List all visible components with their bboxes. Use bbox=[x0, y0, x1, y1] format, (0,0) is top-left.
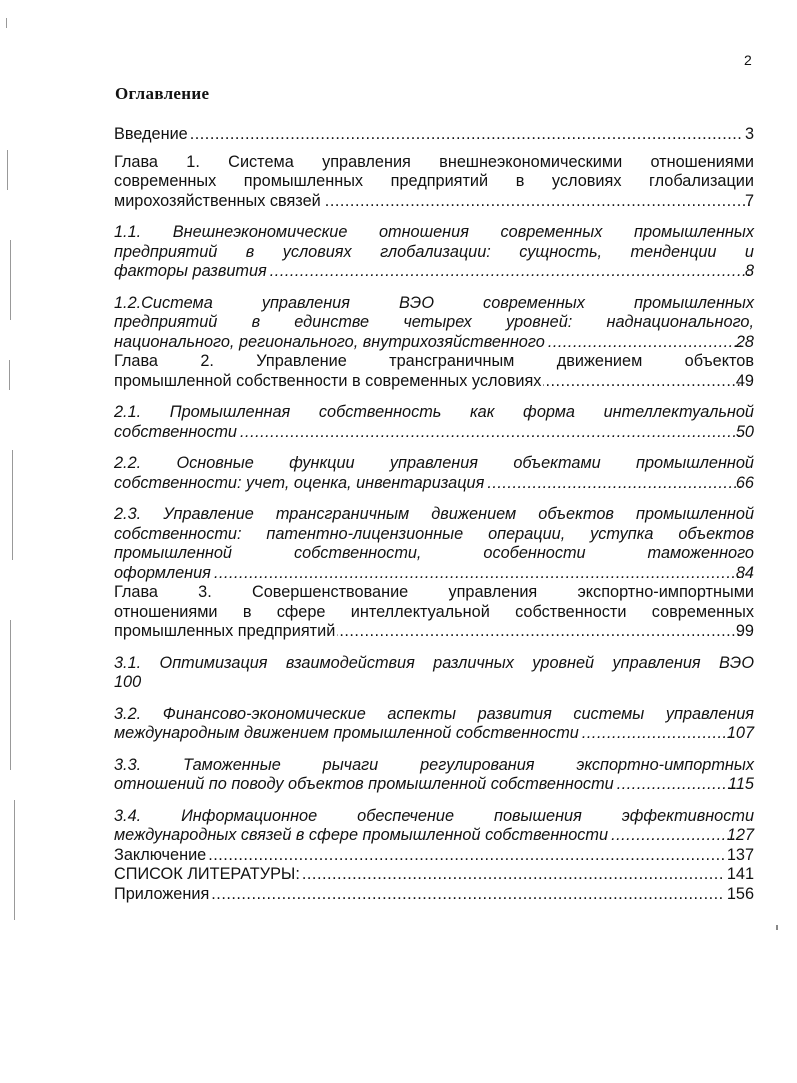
toc-entry[interactable] bbox=[114, 505, 754, 583]
toc-spacer bbox=[114, 145, 754, 153]
toc-page-number: 3 bbox=[744, 125, 754, 143]
toc-page-number: 84 bbox=[735, 563, 754, 582]
toc-entry-line: предприятий в единстве четырех уровней: наднационального, bbox=[114, 313, 754, 331]
toc-page-number: 49 bbox=[735, 371, 754, 390]
dot-leader bbox=[616, 775, 735, 795]
toc-entry-text: Введение bbox=[114, 125, 188, 143]
dot-leader bbox=[302, 865, 725, 885]
toc-entry-line: 3.2. Финансово-экономические аспекты развития системы управления bbox=[114, 704, 754, 723]
toc-page-number: 127 bbox=[726, 826, 754, 844]
toc-entry-text: Заключение bbox=[114, 845, 207, 864]
table-of-contents bbox=[114, 125, 754, 904]
toc-entry[interactable] bbox=[114, 223, 754, 282]
toc-entry-text: национального, регионального, внутрихозяйственного bbox=[114, 332, 545, 351]
toc-entry-last-line bbox=[114, 125, 754, 145]
toc-entry[interactable] bbox=[114, 125, 754, 145]
toc-entry-last-line bbox=[114, 473, 754, 494]
toc-entry-last-line bbox=[114, 775, 754, 795]
dot-leader bbox=[239, 423, 743, 443]
scan-margin-marks bbox=[0, 0, 30, 1083]
dot-leader bbox=[581, 724, 734, 744]
toc-entry[interactable] bbox=[114, 756, 754, 795]
dot-leader bbox=[543, 372, 741, 392]
toc-entry-text: международным движением промышленной собственности bbox=[114, 724, 579, 742]
toc-page-number: 156 bbox=[726, 884, 754, 903]
toc-entry-last-line bbox=[114, 371, 754, 392]
toc-entry-line: 3.3. Таможенные рычаги регулирования экспортно-импортных bbox=[114, 755, 754, 774]
toc-entry-last-line bbox=[114, 846, 754, 866]
toc-entry-line: 3.1. Оптимизация взаимодействия различных уровней управления ВЭО bbox=[114, 653, 754, 672]
toc-spacer bbox=[114, 211, 754, 223]
toc-page-number: 28 bbox=[735, 332, 754, 351]
dot-leader bbox=[208, 846, 725, 866]
toc-entry-line: Глава 1. Система управления внешнеэкономическими отношениями bbox=[114, 152, 754, 171]
dot-leader bbox=[269, 262, 752, 282]
toc-entry-text: собственности bbox=[114, 422, 237, 441]
toc-entry-line: современных промышленных предприятий в условиях глобализации bbox=[114, 172, 754, 190]
toc-spacer bbox=[114, 442, 754, 454]
toc-entry-text: оформления bbox=[114, 563, 211, 582]
toc-entry-text: Приложения bbox=[114, 884, 210, 903]
toc-entry[interactable] bbox=[114, 705, 754, 744]
toc-entry-line: Глава 2. Управление трансграничным движением объектов bbox=[114, 352, 754, 370]
toc-entry-last-line bbox=[114, 422, 754, 443]
toc-entry[interactable] bbox=[114, 153, 754, 212]
toc-entry-text: международных связей в сфере промышленной собственности bbox=[114, 826, 609, 844]
toc-entry-last-line bbox=[114, 563, 754, 584]
toc-entry-text: промышленной собственности в современных условиях bbox=[114, 371, 542, 390]
toc-spacer bbox=[114, 795, 754, 807]
toc-entry[interactable] bbox=[114, 583, 754, 642]
dot-leader bbox=[211, 885, 725, 905]
toc-entry-text: факторы развития bbox=[114, 262, 267, 280]
dot-leader bbox=[323, 192, 751, 212]
toc-entry-line: отношениями в сфере интеллектуальной собственности современных bbox=[114, 602, 754, 621]
toc-entry[interactable] bbox=[114, 403, 754, 442]
toc-title: Оглавление bbox=[115, 84, 210, 103]
dot-leader bbox=[190, 125, 743, 145]
toc-entry-text: собственности: учет, оценка, инвентаризация bbox=[114, 473, 485, 492]
toc-spacer bbox=[114, 693, 754, 705]
toc-entry-line: 1.1. Внешнеэкономические отношения современных промышленных bbox=[114, 223, 754, 241]
toc-entry-line: 1.2.Система управления ВЭО современных промышленных bbox=[114, 293, 754, 312]
dot-leader bbox=[213, 564, 743, 584]
toc-entry-text: мирохозяйственных связей bbox=[114, 191, 321, 210]
toc-entry[interactable] bbox=[114, 352, 754, 391]
toc-entry-last-line bbox=[114, 724, 754, 744]
toc-entry-last-line bbox=[114, 885, 754, 905]
toc-page-number: 100 bbox=[114, 673, 142, 691]
dot-leader bbox=[610, 826, 734, 846]
toc-entry[interactable] bbox=[114, 454, 754, 493]
toc-page-number: 7 bbox=[744, 191, 754, 210]
dot-leader bbox=[337, 622, 742, 642]
toc-entry-text: отношений по поводу объектов промышленной собственности bbox=[114, 775, 614, 793]
toc-entry-line: промышленной собственности, особенности таможенного bbox=[114, 544, 754, 562]
toc-entry-line: 2.2. Основные функции управления объектами промышленной bbox=[114, 454, 754, 472]
dot-leader bbox=[486, 474, 743, 494]
toc-entry-line: 3.4. Информационное обеспечение повышения эффективности bbox=[114, 806, 754, 825]
toc-entry-last-line bbox=[114, 673, 754, 693]
toc-spacer bbox=[114, 493, 754, 505]
scan-dot bbox=[776, 925, 778, 930]
toc-spacer bbox=[114, 642, 754, 654]
toc-entry-line: 2.3. Управление трансграничным движением объектов промышленной bbox=[114, 505, 754, 523]
toc-page-number: 66 bbox=[735, 473, 754, 492]
toc-entry-line: Глава 3. Совершенствование управления экспортно-импортными bbox=[114, 583, 754, 601]
toc-entry-line: 2.1. Промышленная собственность как форма интеллектуальной bbox=[114, 403, 754, 421]
dot-leader bbox=[547, 333, 743, 353]
toc-page-number: 137 bbox=[726, 845, 754, 864]
toc-page-number: 115 bbox=[728, 775, 754, 793]
toc-spacer bbox=[114, 744, 754, 756]
toc-entry[interactable] bbox=[114, 294, 754, 353]
toc-entry-text: СПИСОК ЛИТЕРАТУРЫ: bbox=[114, 865, 300, 883]
toc-page-number: 99 bbox=[735, 622, 754, 640]
toc-entry[interactable] bbox=[114, 846, 754, 866]
toc-spacer bbox=[114, 391, 754, 403]
toc-entry-last-line bbox=[114, 191, 754, 212]
toc-page-number: 141 bbox=[726, 865, 754, 883]
toc-page-number: 107 bbox=[726, 724, 754, 742]
toc-entry-text: промышленных предприятий bbox=[114, 622, 336, 640]
toc-entry-line: предприятий в условиях глобализации: сущность, тенденции и bbox=[114, 242, 754, 261]
toc-entry[interactable] bbox=[114, 807, 754, 846]
toc-entry-last-line bbox=[114, 826, 754, 846]
toc-entry[interactable] bbox=[114, 654, 754, 693]
toc-entry-last-line bbox=[114, 622, 754, 642]
toc-page-number: 50 bbox=[735, 422, 754, 441]
toc-entry-last-line bbox=[114, 262, 754, 282]
toc-entry-last-line bbox=[114, 865, 754, 885]
toc-entry-line: собственности: патентно-лицензионные операции, уступка объектов bbox=[114, 524, 754, 543]
toc-entry-last-line bbox=[114, 332, 754, 353]
toc-entry[interactable] bbox=[114, 885, 754, 905]
toc-spacer bbox=[114, 282, 754, 294]
toc-entry[interactable] bbox=[114, 865, 754, 885]
page-number: 2 bbox=[744, 52, 752, 68]
